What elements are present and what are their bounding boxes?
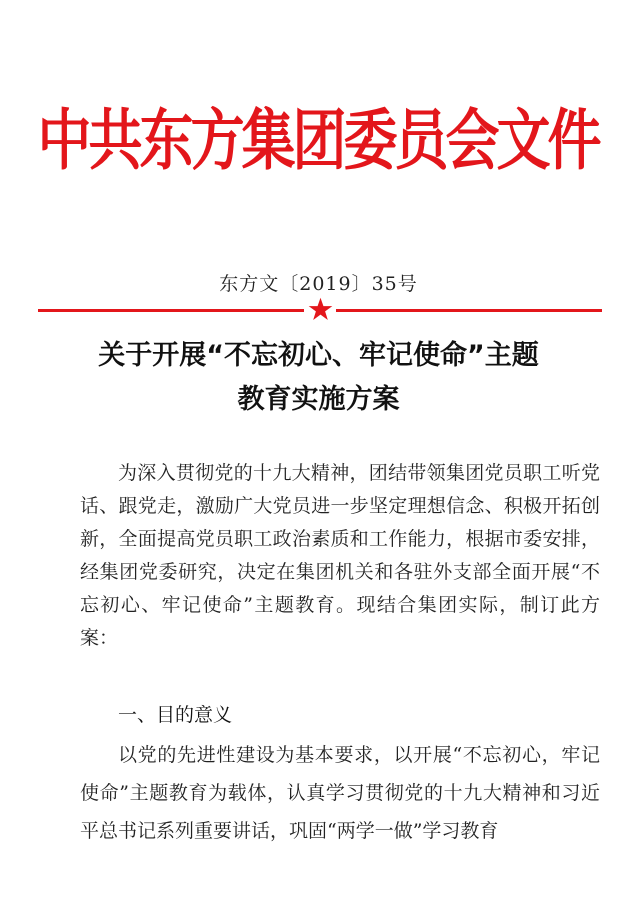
body-paragraph-2: 以党的先进性建设为基本要求，以开展“不忘初心，牢记使命”主题教育为载体，认真学习贯彻党的十九大精神和习近平总书记系列重要讲话，巩固“两学一做”学习教育 (80, 744, 600, 842)
body-paragraph-1: 为深入贯彻党的十九大精神，团结带领集团党员职工听党话、跟党走，激励广大党员进一步坚定理想信念、积极开拓创新，全面提高党员职工政治素质和工作能力，根据市委安排，经集团党委研究，决定在集团机关和各驻外支部全面开展“不忘初心、牢记使命”主题教育。现结合集团实际，制订此方案： (80, 462, 600, 649)
red-divider-left (38, 309, 304, 312)
document-number: 东方文〔2019〕35号 (219, 273, 418, 295)
red-divider-right (336, 309, 602, 312)
body-section-1 (80, 736, 600, 850)
document-title-line1: 关于开展“不忘初心、牢记使命”主题 (98, 340, 539, 371)
letterhead-title: 中共东方集团委员会文件 (37, 101, 599, 179)
star-icon (307, 296, 334, 323)
document-title-line2: 教育实施方案 (237, 384, 400, 415)
section-heading-1: 一、目的意义 (118, 704, 233, 726)
body-intro (80, 457, 600, 655)
